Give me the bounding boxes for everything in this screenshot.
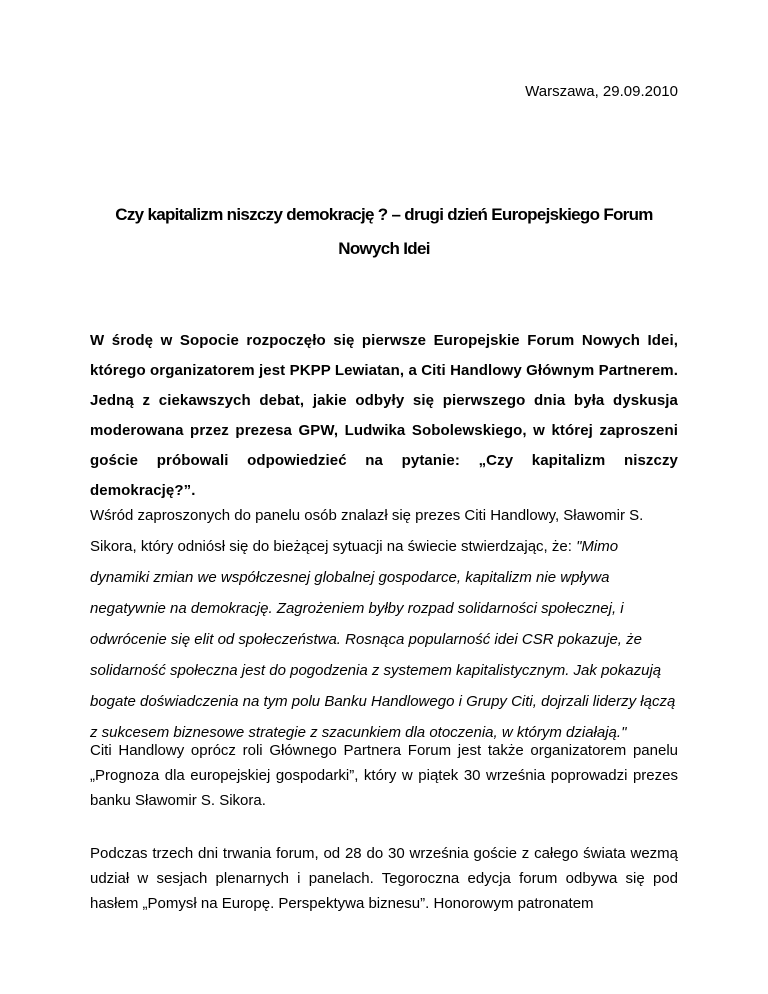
lead-paragraph: W środę w Sopocie rozpoczęło się pierwsze Europejskie Forum Nowych Idei, którego organizatorem jest PKPP Lewiatan, a Citi Handlowy Głównym Partnerem. Jedną z ciekawszych debat, jakie odbyły się pierwszego dnia była dyskusja moderowana przez prezesa GPW, Ludwika Sobolewskiego, w której zaproszeni goście próbowali odpowiedzieć na pytanie: „Czy kapitalizm niszczy demokrację?”.	[90, 332, 678, 499]
press-release-title: Czy kapitalizm niszczy demokrację ? – drugi dzień Europejskiego Forum Nowych Idei	[115, 205, 653, 258]
quote-paragraph-intro: Wśród zaproszonych do panelu osób znalazł się prezes Citi Handlowy, Sławomir S. Sikora, który odniósł się do bieżącej sytuacji na świecie stwierdzając, że:	[90, 507, 644, 555]
quote-text: "Mimo dynamiki zmian we współczesnej globalnej gospodarce, kapitalizm nie wpływa negatywnie na demokrację. Zagrożeniem byłby rozpad solidarności społecznej, i odwrócenie się elit od społeczeństwa. Rosnąca popularność idei CSR pokazuje, że solidarność społeczna jest do pogodzenia z systemem kapitalistycznym. Jak pokazują bogate doświadczenia na tym polu Banku Handlowego i Grupy Citi, dojrzali liderzy łączą z sukcesem biznesowe strategie z szacunkiem dla otoczenia, w którym działają."	[90, 538, 676, 741]
quote-paragraph	[90, 500, 678, 748]
date-line: Warszawa, 29.09.2010	[525, 83, 678, 100]
partner-paragraph: Citi Handlowy oprócz roli Głównego Partnera Forum jest także organizatorem panelu „Prognoza dla europejskiej gospodarki”, który w piątek 30 września poprowadzi prezes banku Sławomir S. Sikora.	[90, 742, 678, 809]
forum-paragraph: Podczas trzech dni trwania forum, od 28 do 30 września goście z całego świata wezmą udział w sesjach plenarnych i panelach. Tegoroczna edycja forum odbywa się pod hasłem „Pomysł na Europę. Perspektywa biznesu”. Honorowym patronatem	[90, 845, 678, 912]
